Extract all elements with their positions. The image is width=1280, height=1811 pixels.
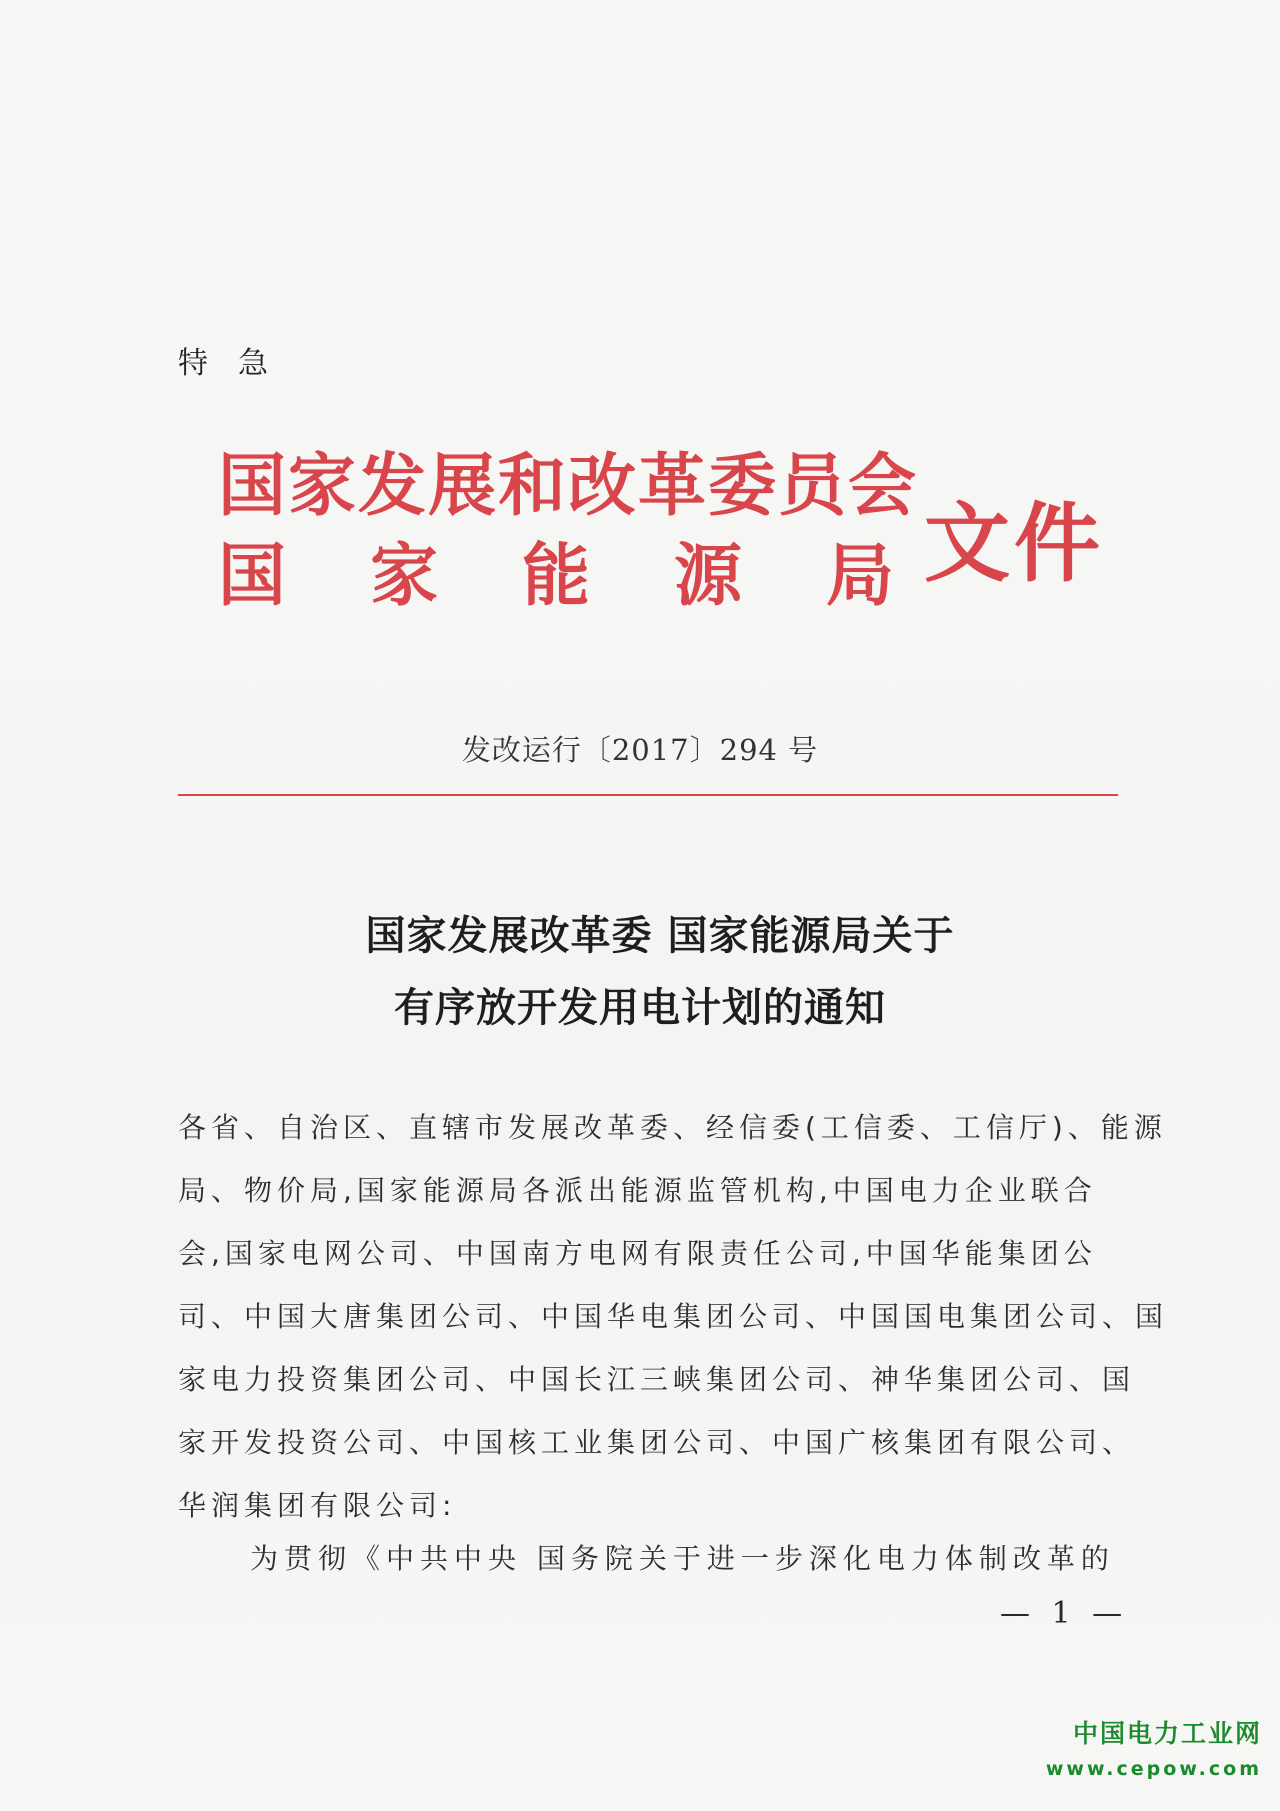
red-divider-line: [178, 794, 1118, 796]
urgency-label: 特急: [178, 346, 298, 381]
watermark-name: 中国电力工业网: [1072, 1719, 1262, 1748]
recipients-line: 家电力投资集团公司、中国长江三峡集团公司、神华集团公司、国: [178, 1363, 1136, 1396]
recipients-line: 各省、自治区、直辖市发展改革委、经信委(工信委、工信厅)、能源: [178, 1111, 1167, 1144]
watermark-url: www.cepow.com: [1045, 1758, 1262, 1780]
site-watermark: [1046, 1714, 1262, 1780]
recipients-line: 华润集团有限公司:: [178, 1489, 457, 1522]
document-suffix: 文件: [924, 493, 1104, 594]
recipients-line: 会,国家电网公司、中国南方电网有限责任公司,中国华能集团公: [178, 1237, 1097, 1270]
title-line-1: 国家发展改革委 国家能源局关于: [365, 912, 955, 959]
issuer-line-1: 国家发展和改革委员会: [218, 446, 919, 526]
recipients-block: [178, 1096, 1169, 1537]
body-paragraph-start: 为贯彻《中共中央 国务院关于进一步深化电力体制改革的: [250, 1542, 1115, 1575]
recipients-line: 家开发投资公司、中国核工业集团公司、中国广核集团有限公司、: [178, 1426, 1136, 1459]
red-letterhead: [218, 432, 1104, 622]
recipients-line: 局、物价局,国家能源局各派出能源监管机构,中国电力企业联合: [178, 1174, 1097, 1207]
issuer-line-2: 国家能源局: [218, 536, 979, 616]
document-title: [0, 900, 1280, 1044]
page-number: — 1 —: [1000, 1596, 1129, 1631]
title-line-2: 有序放开发用电计划的通知: [394, 984, 886, 1031]
document-number: 发改运行〔2017〕294 号: [461, 733, 819, 767]
recipients-line: 司、中国大唐集团公司、中国华电集团公司、中国国电集团公司、国: [178, 1300, 1169, 1333]
